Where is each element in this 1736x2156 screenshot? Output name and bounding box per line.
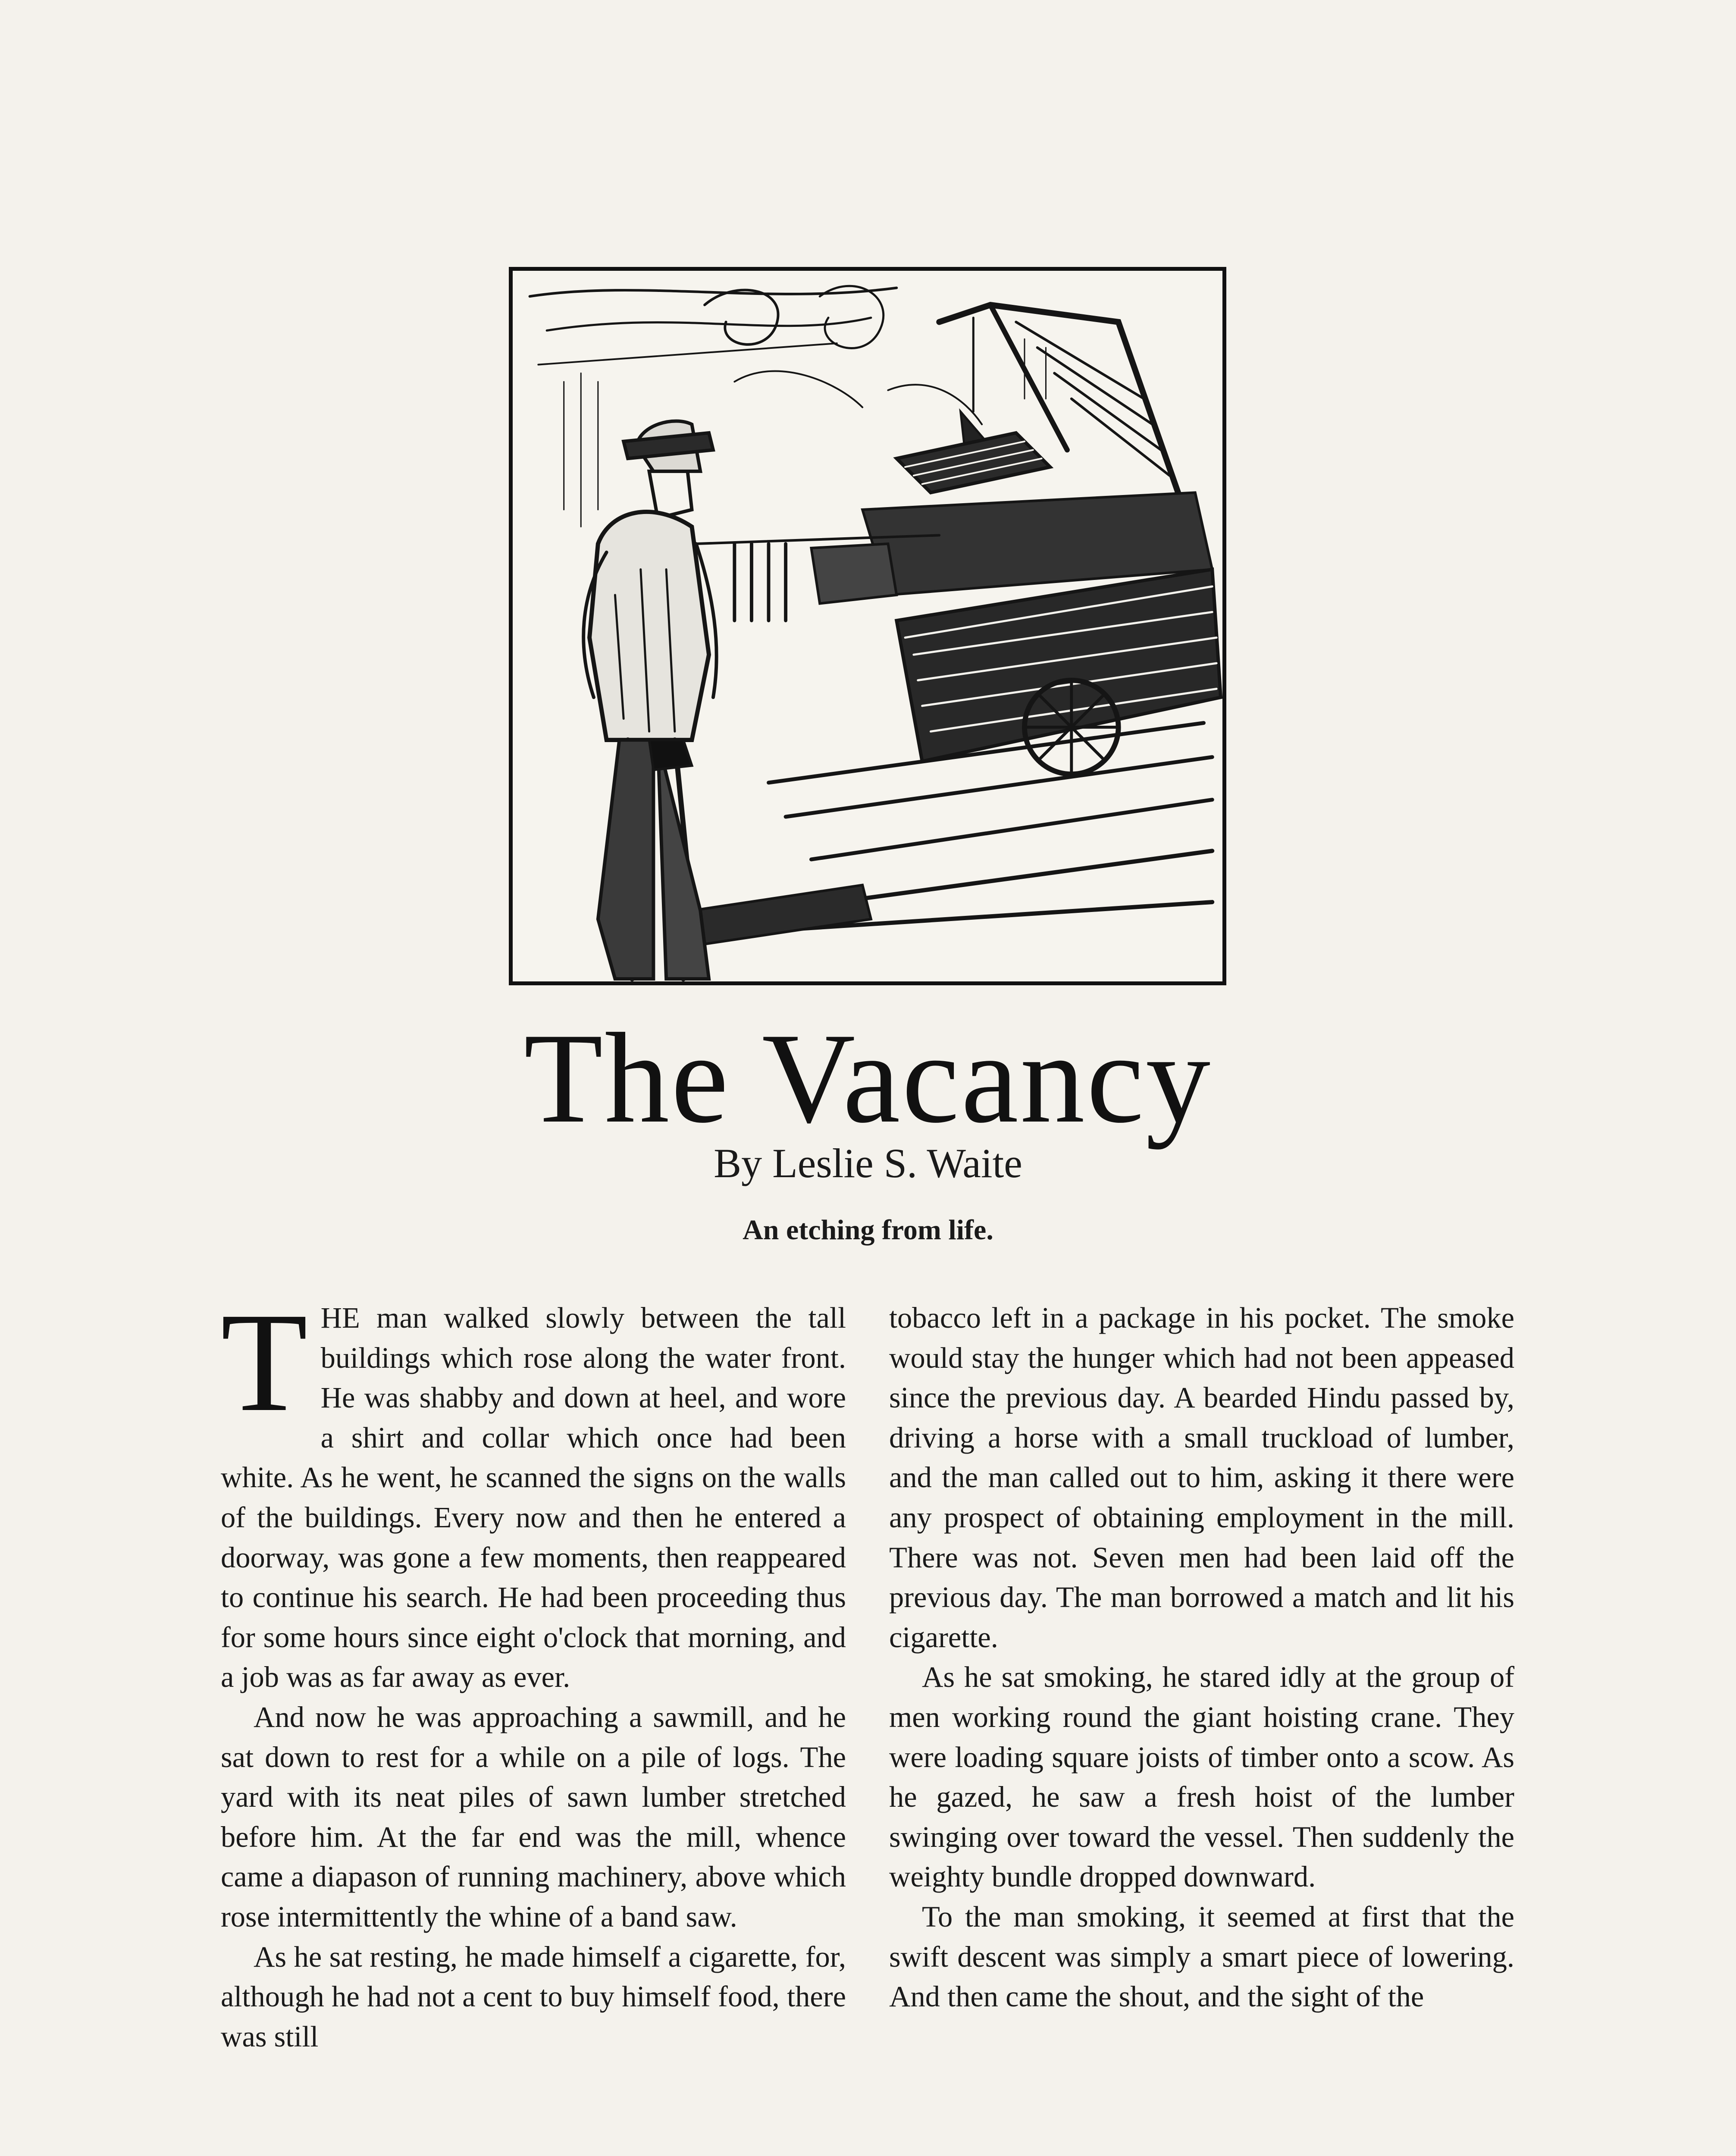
paragraph: tobacco left in a package in his pocket. The smoke would stay the hunger which had not been appeased since the previous day. A bearded Hindu passed by, driving a horse with a small truckload of lumber, and the man called out to him, asking it there were any prospect of obtaining employment in the mill. There was not. Seven men had been laid off the previous day. The man borrowed a match and lit his cigarette.	[889, 1301, 1514, 1654]
paragraph: To the man smoking, it seemed at first that the swift descent was simply a smart piece of lowering. And then came the shout, and the sight of the	[889, 1900, 1514, 2013]
paragraph	[221, 1284, 846, 1697]
story-title: The Vacancy	[523, 1006, 1212, 1150]
story-tagline: An etching from life.	[743, 1214, 993, 1246]
text-column-right	[889, 1298, 1514, 2017]
author-byline: By Leslie S. Waite	[714, 1140, 1022, 1186]
story-illustration	[509, 267, 1226, 985]
drop-cap: T	[221, 1284, 308, 1441]
paragraph-text: HE man walked slowly between the tall buildings which rose along the water front. He was shabby and down at heel, and wore a shirt and collar which once had been white. As he went, he scanned the signs on the walls of the buildings. Every now and then he entered a doorway, was gone a few moments, then reappeared to continue his search. He had been proceeding thus for some hours since eight o'clock that morning, and a job was as far away as ever.	[221, 1301, 846, 1694]
man-at-lumber-yard-illustration	[513, 271, 1222, 981]
paragraph: As he sat smoking, he stared idly at the group of men working round the giant hoisting crane. They were loading square joists of timber onto a scow. As he gazed, he saw a fresh hoist of the lumber swinging over toward the vessel. Then suddenly the weighty bundle dropped downward.	[889, 1661, 1514, 1893]
paragraph: And now he was approaching a sawmill, and he sat down to rest for a while on a pile of logs. The yard with its neat piles of sawn lumber stretched before him. At the far end was the mill, whence came a diapason of running machinery, above which rose intermittently the whine of a band saw.	[221, 1700, 846, 1933]
paragraph: As he sat resting, he made himself a cigarette, for, although he had not a cent to buy himself food, there was still	[221, 1940, 846, 2053]
text-column-left	[221, 1284, 846, 2056]
